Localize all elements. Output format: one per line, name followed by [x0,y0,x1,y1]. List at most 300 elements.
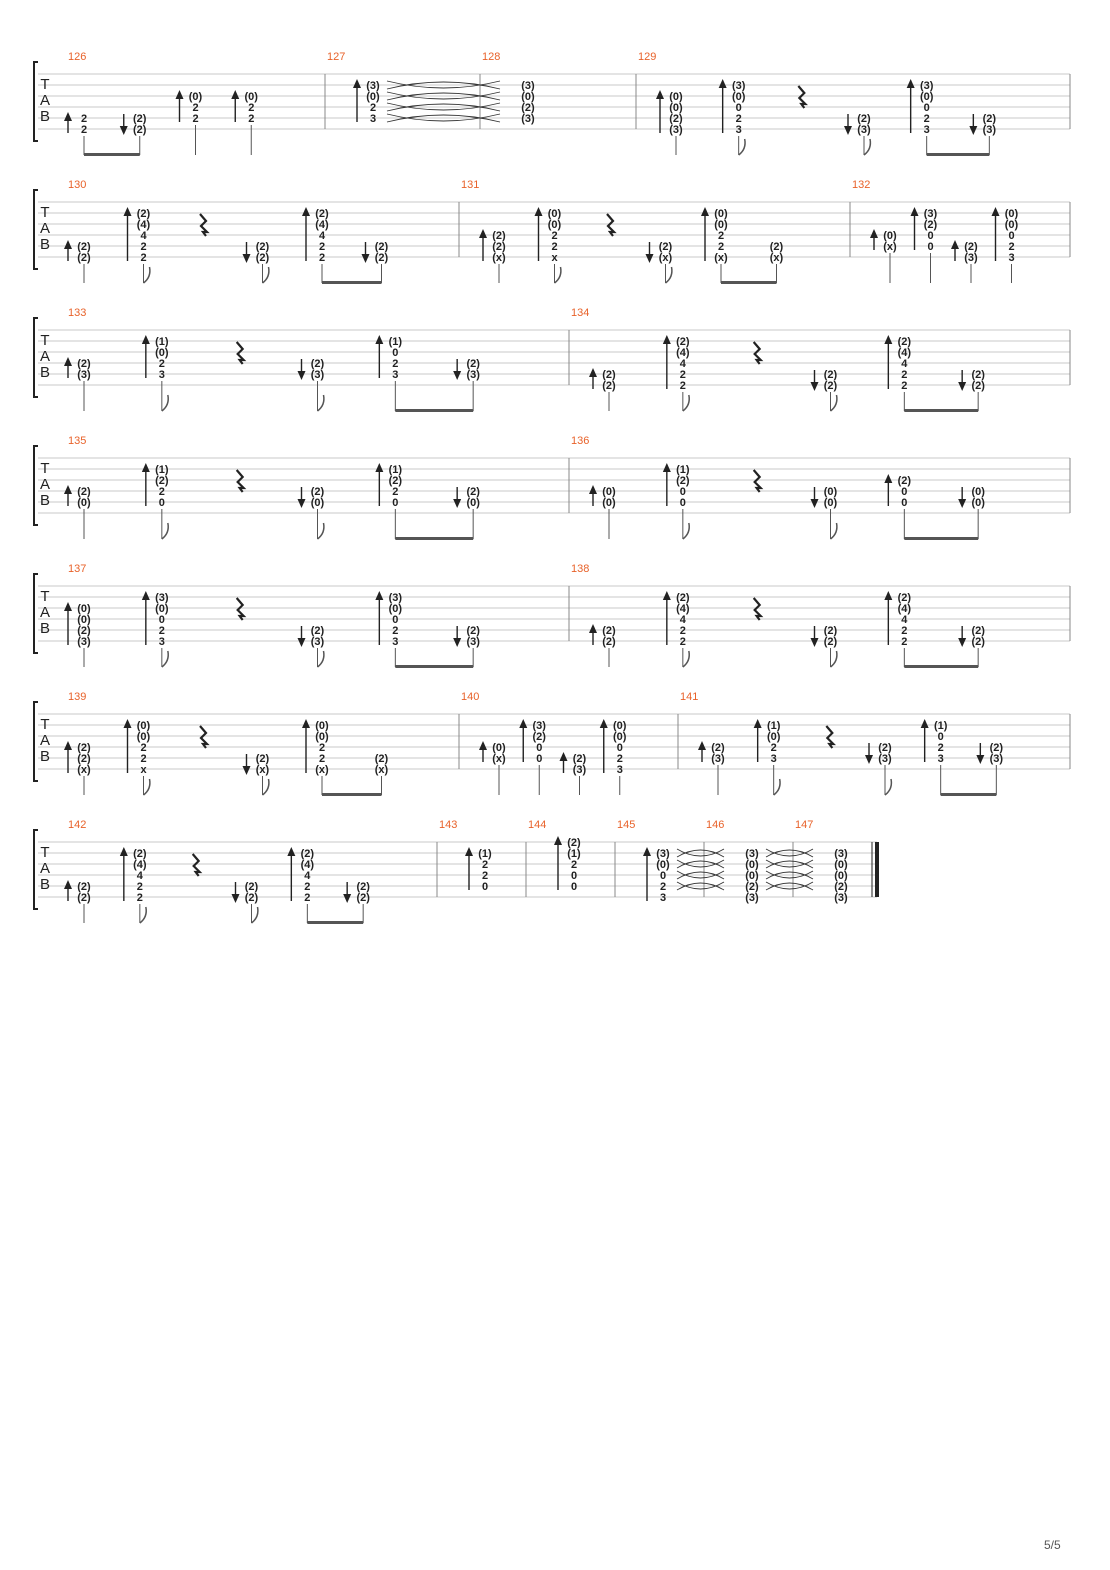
fret-number: 2 [481,870,489,882]
beat [231,90,258,155]
fret-number: 3 [735,124,742,136]
note-beam [395,537,473,540]
strum-up-arrow [519,719,527,728]
fret-number: (2) [244,892,259,904]
fret-number: (2) [310,358,325,370]
fret-number: (2) [897,336,912,348]
beat [64,485,91,539]
beat [535,207,562,283]
fret-number: 4 [901,614,908,626]
fret-number: 4 [304,870,311,882]
fret-number: (2) [133,113,147,125]
quarter-rest [754,598,761,620]
fret-number: 0 [937,731,944,743]
strum-down-arrow [232,894,240,903]
fret-number: 3 [770,753,777,765]
note-beam [322,281,382,284]
fret-number: 0 [158,614,165,626]
beat [560,752,587,795]
fret-number: (4) [136,219,151,231]
beat [362,241,389,283]
fret-number: (3) [310,369,325,381]
tab-system [34,435,1070,540]
tab-clef-letter: T [40,844,50,861]
fret-number: 3 [1008,252,1015,264]
fret-number: (2) [155,475,169,487]
quarter-rest [193,854,200,876]
strum-up-arrow [375,463,383,472]
strum-down-arrow [958,382,966,391]
fret-number: (0) [714,208,728,220]
fret-number: (3) [923,208,938,220]
fret-number: (1) [388,336,403,348]
beat [754,719,781,795]
fret-number: 4 [679,358,686,370]
fret-number: (0) [602,486,616,498]
fret-number: (0) [656,859,670,871]
fret-number: 2 [318,753,326,765]
fret-number: 3 [158,369,165,381]
bar-number: 145 [617,819,636,831]
strum-up-arrow [64,112,72,121]
fret-number: (2) [255,252,270,264]
beat [237,470,244,492]
fret-number: 2 [318,252,326,264]
eighth-flag [739,139,745,155]
fret-number: (3) [711,753,725,765]
beat [287,847,314,923]
fret-number: (3) [656,848,670,860]
fret-number: 2 [1008,241,1015,253]
bar-number: 139 [68,691,87,703]
strum-down-arrow [453,499,461,508]
beat [200,214,207,236]
fret-number: (4) [315,219,329,231]
fret-number: (2) [971,625,985,637]
eighth-flag [140,907,146,923]
strum-up-arrow [600,719,608,728]
fret-number: (2) [492,230,506,242]
bar-number: 126 [68,51,87,63]
fret-number: (0) [883,230,897,242]
strum-up-arrow [302,207,310,216]
beat [992,207,1019,283]
eighth-flag [555,267,561,283]
tab-system [34,51,1070,156]
beat [521,80,535,125]
beat [969,113,996,155]
fret-number: 2 [901,380,908,392]
fret-number: (0) [188,91,203,103]
fret-number: (3) [77,636,91,648]
fret-number: (2) [982,113,997,125]
fret-number: (0) [766,731,781,743]
fret-number: (1) [766,720,781,732]
strum-up-arrow [951,240,959,249]
fret-number: 2 [659,881,667,893]
fret-number: (2) [374,252,389,264]
bar-number: 133 [68,307,87,319]
beat [479,741,506,795]
measure [327,51,500,125]
fret-number: (2) [823,380,838,392]
measure [461,691,627,795]
beat [375,335,402,411]
fret-number: (3) [366,80,380,92]
fret-number: x [551,252,558,264]
eighth-flag [885,779,891,795]
strum-up-arrow [64,240,72,249]
strum-down-arrow [453,638,461,647]
quarter-rest [237,598,244,620]
fret-number: (3) [388,592,403,604]
beat [232,881,259,923]
fret-number: (0) [834,859,848,871]
fret-number: (x) [374,764,389,776]
fret-number: (2) [255,753,270,765]
fret-number: 0 [616,742,623,754]
fret-number: (2) [857,113,871,125]
bar-number: 144 [528,819,547,831]
fret-number: 2 [158,625,165,637]
fret-number: (2) [466,358,480,370]
fret-number: 0 [923,102,930,114]
fret-number: (2) [676,336,690,348]
strum-down-arrow [646,254,654,263]
strum-down-arrow [120,126,128,135]
fret-number: (0) [613,720,627,732]
strum-up-arrow [302,719,310,728]
fret-number: 2 [923,113,930,125]
fret-number: 2 [551,230,558,242]
fret-number: (2) [356,881,370,893]
fret-number: 0 [392,497,399,509]
strum-up-arrow [465,847,473,856]
beat [745,848,759,904]
strum-up-arrow [535,207,543,216]
fret-number: 2 [140,742,147,754]
beat [663,335,690,411]
fret-number: (3) [532,720,546,732]
strum-up-arrow [142,335,150,344]
fret-number: (0) [466,497,480,509]
fret-number: (2) [971,380,985,392]
fret-number: 3 [392,369,399,381]
fret-number: (0) [388,603,403,615]
fret-number: 2 [770,742,777,754]
strum-up-arrow [884,335,892,344]
fret-number: 4 [901,358,908,370]
fret-number: (0) [315,731,329,743]
fret-number: (2) [971,369,985,381]
note-beam [904,665,978,668]
fret-number: (2) [834,881,848,893]
fret-number: (3) [521,80,535,92]
strum-up-arrow [375,591,383,600]
beat [237,342,244,364]
fret-number: (2) [244,881,259,893]
eighth-flag [162,395,168,411]
strum-up-arrow [870,229,878,238]
strum-up-arrow [231,90,239,99]
eighth-flag [252,907,258,923]
quarter-rest [826,726,833,748]
eighth-flag [683,395,689,411]
eighth-flag [263,267,269,283]
bar-number: 134 [571,307,590,319]
quarter-rest [200,726,207,748]
tab-clef-letter: A [39,92,51,109]
beat [343,881,370,923]
fret-number: (4) [300,859,315,871]
quarter-rest [754,470,761,492]
beat [64,357,91,411]
fret-number: 2 [304,881,311,893]
fret-number: (x) [658,252,673,264]
bar-number: 128 [482,51,501,63]
fret-number: (0) [834,870,848,882]
tab-clef-letter: T [40,716,50,733]
fret-number: (0) [745,870,759,882]
strum-up-arrow [589,368,597,377]
tab-system [34,563,1070,668]
strum-up-arrow [911,207,919,216]
fret-number: 0 [679,497,686,509]
eighth-flag [864,139,870,155]
fret-number: (2) [521,102,535,114]
fret-number: (3) [834,848,848,860]
bar-number: 132 [852,179,871,191]
measure [638,51,996,156]
fret-number: 2 [901,636,908,648]
tab-clef-letter: B [39,876,51,893]
strum-down-arrow [243,766,251,775]
tab-clef-letter: A [39,348,51,365]
eighth-flag [666,267,672,283]
beat [811,369,838,411]
strum-up-arrow [176,90,184,99]
fret-number: (0) [823,486,838,498]
fret-number: (2) [315,208,329,220]
fret-number: 2 [717,241,725,253]
fret-number: 3 [923,124,930,136]
fret-number: (2) [77,742,91,754]
beat [798,86,805,108]
bar-number: 140 [461,691,480,703]
eighth-flag [683,523,689,539]
strum-up-arrow [589,624,597,633]
strum-up-arrow [554,836,562,845]
strum-up-arrow [353,79,361,88]
fret-number: (0) [971,486,985,498]
bar-number: 146 [706,819,725,831]
beat [243,753,270,795]
beat [243,241,270,283]
fret-number: (2) [136,208,151,220]
fret-number: 0 [392,347,399,359]
fret-number: 2 [679,636,686,648]
strum-down-arrow [343,894,351,903]
note-beam [904,409,978,412]
fret-number: 2 [304,892,311,904]
fret-number: (0) [366,91,380,103]
measure [64,563,480,668]
fret-number: (2) [897,592,912,604]
fret-number: 2 [392,625,399,637]
eighth-flag [831,651,837,667]
strum-down-arrow [958,638,966,647]
fret-number: (2) [77,241,91,253]
strum-down-arrow [243,254,251,263]
fret-number: (2) [133,848,147,860]
bar-number: 143 [439,819,458,831]
beat [958,625,985,667]
fret-number: 2 [140,252,147,264]
fret-number: (0) [714,219,728,231]
fret-number: (4) [676,603,690,615]
fret-number: (3) [669,124,683,136]
fret-number: (2) [133,124,147,136]
fret-number: 3 [659,892,667,904]
fret-number: (3) [521,113,535,125]
strum-down-arrow [958,499,966,508]
tab-clef-letter: T [40,460,50,477]
beat [600,719,627,795]
strum-up-arrow [884,474,892,483]
bar-number: 131 [461,179,480,191]
fret-number: (0) [745,859,759,871]
fret-number: (1) [388,464,403,476]
system-bracket [34,702,38,781]
fret-number: (2) [77,252,91,264]
fret-number: 2 [248,102,255,114]
tab-clef-letter: T [40,332,50,349]
beat [884,474,911,539]
fret-number: (3) [919,80,934,92]
beat [589,368,616,411]
fret-number: (2) [77,892,91,904]
fret-number: (2) [823,636,838,648]
fret-number: (0) [492,742,506,754]
fret-number: (3) [731,80,746,92]
tab-clef-letter: A [39,604,51,621]
strum-up-arrow [589,485,597,494]
fret-number: (2) [572,753,587,765]
eighth-flag [162,523,168,539]
bar-number: 136 [571,435,590,447]
fret-number: (0) [1004,208,1019,220]
beat [958,369,985,411]
fret-number: 2 [616,753,623,765]
fret-number: (2) [466,486,480,498]
measure [571,307,985,412]
fret-number: 0 [536,742,543,754]
tab-system [34,179,1070,284]
strum-up-arrow [375,335,383,344]
fret-number: 2 [901,625,908,637]
fret-number: 2 [369,102,377,114]
fret-number: (0) [1004,219,1019,231]
note-beam [721,281,777,284]
measure [64,51,258,156]
strum-up-arrow [560,752,568,761]
fret-number: (0) [136,731,151,743]
beat [754,598,761,620]
beat [375,753,389,795]
beat [120,113,147,155]
strum-down-arrow [298,499,306,508]
tab-clef-letter: A [39,220,51,237]
fret-number: (0) [77,603,91,615]
tab-clef-letter: T [40,588,50,605]
fret-number: (4) [897,347,912,359]
measure [64,435,480,540]
fret-number: 2 [717,230,725,242]
fret-number: (0) [919,91,934,103]
beat [120,847,147,923]
fret-number: 2 [158,358,165,370]
beat [375,591,402,667]
tab-clef-letter: B [39,492,51,509]
fret-number: (0) [669,91,683,103]
fret-number: 2 [248,113,255,125]
beat [589,624,616,667]
note-beam [927,153,990,156]
fret-number: 2 [679,625,686,637]
beat [607,214,614,236]
fret-number: 4 [136,870,143,882]
fret-number: (0) [823,497,838,509]
beat [142,591,169,667]
fret-number: (0) [731,91,746,103]
fret-number: (3) [745,848,759,860]
fret-number: (0) [136,720,151,732]
strum-up-arrow [287,847,295,856]
measure [482,51,535,125]
fret-number: (2) [971,636,985,648]
fret-number: (2) [466,625,480,637]
quarter-rest [798,86,805,108]
fret-number: (0) [155,347,169,359]
fret-number: 0 [901,486,908,498]
fret-number: (0) [155,603,169,615]
quarter-rest [237,470,244,492]
fret-number: (3) [857,124,871,136]
fret-number: 2 [570,859,578,871]
strum-up-arrow [64,602,72,611]
fret-number: (2) [923,219,938,231]
fret-number: (2) [310,486,325,498]
fret-number: (0) [77,497,91,509]
beat [770,241,784,283]
fret-number: (x) [77,764,91,776]
fret-number: (2) [602,636,616,648]
tab-clef-letter: B [39,748,51,765]
fret-number: (3) [572,764,587,776]
tab-clef-letter: A [39,476,51,493]
strum-down-arrow [298,638,306,647]
measure [571,435,985,540]
quarter-rest [754,342,761,364]
fret-number: (2) [878,742,892,754]
strum-down-arrow [865,755,873,764]
fret-number: x [140,764,147,776]
strum-down-arrow [298,371,306,380]
fret-number: 2 [158,486,165,498]
fret-number: (2) [388,475,403,487]
bar-number: 130 [68,179,87,191]
fret-number: 2 [551,241,558,253]
